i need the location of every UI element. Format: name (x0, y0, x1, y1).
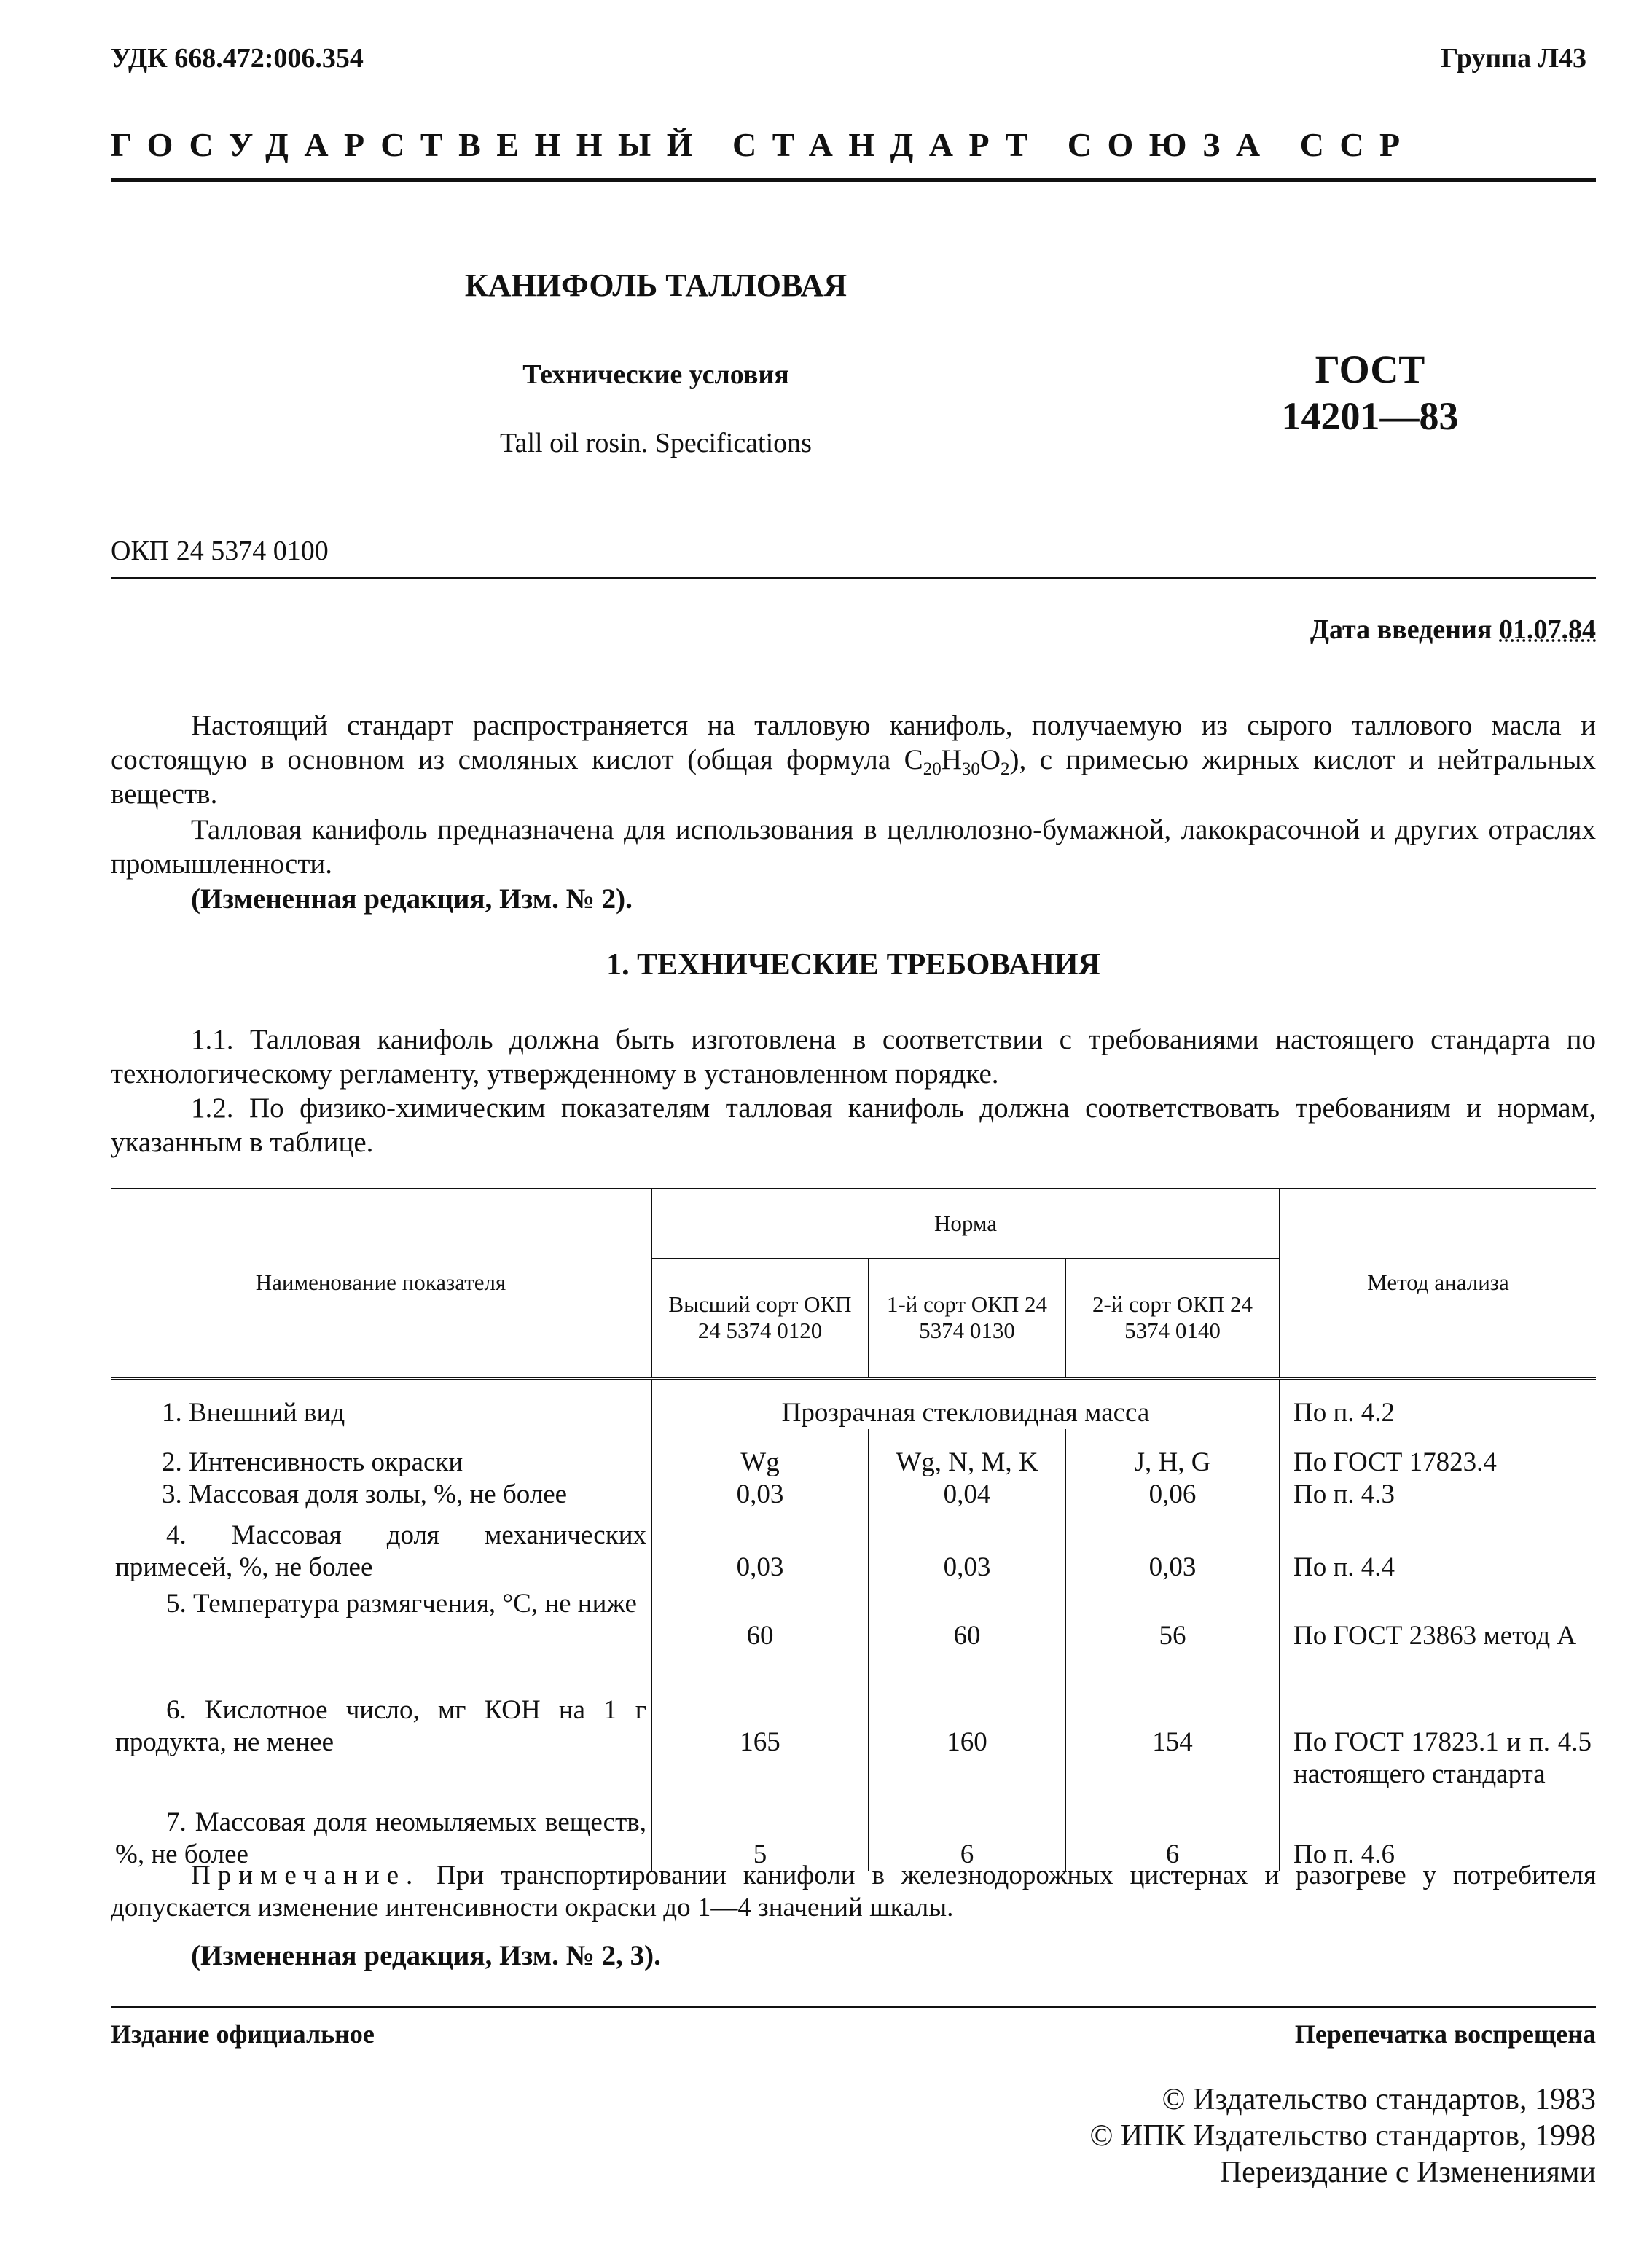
note-text: При транспортировании канифоли в железнодорожных цистернах и разогреве у потребителя допускается изменение интенсивности окраски до 1—4 значений шкалы. (111, 1861, 1597, 1922)
note-amendment (111, 1939, 1596, 1973)
row-method: По п. 4.3 (1280, 1479, 1596, 1511)
banner-rule (111, 178, 1596, 182)
row-method: По ГОСТ 17823.4 (1280, 1429, 1596, 1479)
okp-code: ОКП 24 5374 0100 (111, 536, 329, 566)
okp-rule (111, 577, 1596, 579)
requirements-table (111, 1188, 1596, 1871)
section-1-heading: 1. ТЕХНИЧЕСКИЕ ТРЕБОВАНИЯ (606, 948, 1100, 982)
copyright-1983: © Издательство стандартов, 1983 (1162, 2083, 1596, 2116)
english-title: Tall oil rosin. Specifications (500, 428, 812, 458)
row-top-grade: Wg (651, 1429, 869, 1479)
official-edition: Издание официальное (111, 2019, 375, 2049)
clause-1-1-text: 1.1. Талловая канифоль должна быть изготовлена в соответствии с требованиями настоящего стандарта по технологическому регламенту, утвержденному в установленном порядке. (111, 1024, 1596, 1090)
row-indicator: 4. Массовая доля механических примесей, %, не более (115, 1520, 646, 1582)
col-header-indicator: Наименование показателя (255, 1270, 506, 1296)
row-first-grade: 160 (869, 1678, 1065, 1795)
row-top-grade: 60 (651, 1584, 869, 1678)
formula-o: O (979, 744, 1001, 775)
udk-code: УДК 668.472:006.354 (111, 43, 364, 74)
note-label: Примечание. (191, 1861, 420, 1890)
row-top-grade: 0,03 (651, 1479, 869, 1511)
row-method: По п. 4.6 (1280, 1795, 1596, 1871)
row-second-grade: 0,06 (1065, 1479, 1280, 1511)
row-top-grade: 165 (651, 1678, 869, 1795)
row-second-grade: 56 (1065, 1584, 1280, 1678)
row-second-grade: 6 (1065, 1795, 1280, 1871)
intro-date (1310, 614, 1596, 646)
row-first-grade: 6 (869, 1795, 1065, 1871)
row-first-grade: 0,04 (869, 1479, 1065, 1511)
footer-rule (111, 2006, 1596, 2008)
gost-label: ГОСТ (1315, 348, 1425, 391)
table-row (111, 1584, 1596, 1678)
group-code: Группа Л43 (1440, 43, 1586, 74)
row-second-grade: J, H, G (1065, 1429, 1280, 1479)
formula-sub-o: 2 (1001, 759, 1010, 779)
table-row (111, 1511, 1596, 1584)
row-merged-norm: Прозрачная стекловидная масса (651, 1378, 1280, 1429)
row-top-grade: 5 (651, 1795, 869, 1871)
row-second-grade: 0,03 (1065, 1511, 1280, 1584)
row-indicator: 6. Кислотное число, мг КОН на 1 г продукта, не менее (115, 1695, 646, 1757)
row-method: По п. 4.2 (1280, 1378, 1596, 1429)
gost-number: 14201—83 (1281, 394, 1459, 438)
formula-sub-h: 30 (961, 759, 980, 779)
reprint-prohibited: Перепечатка воспрещена (1294, 2019, 1596, 2049)
copyright-1998: © ИПК Издательство стандартов, 1998 (1089, 2119, 1596, 2153)
row-second-grade: 154 (1065, 1678, 1280, 1795)
intro-text-1b: ), с примесью жирных кислот и нейтральных веществ. (111, 744, 1596, 810)
row-indicator: 3. Массовая доля золы, %, не более (162, 1479, 568, 1509)
intro-date-value: 01.07.84 (1499, 614, 1596, 645)
formula-sub-c: 20 (923, 759, 942, 779)
table-row (111, 1479, 1596, 1511)
reissue-note: Переиздание с Изменениями (1219, 2156, 1596, 2189)
col-header-norm: Норма (651, 1189, 1280, 1259)
row-indicator: 5. Температура размягчения, °С, не ниже (166, 1589, 637, 1619)
intro-paragraph-1 (111, 708, 1596, 811)
state-standard-banner: ГОСУДАРСТВЕННЫЙ СТАНДАРТ СОЮЗА ССР (111, 126, 1416, 163)
col-header-first-grade: 1-й сорт ОКП 24 5374 0130 (869, 1259, 1065, 1378)
row-method: По п. 4.4 (1280, 1511, 1596, 1584)
row-method: По ГОСТ 23863 метод А (1280, 1584, 1596, 1678)
intro-date-label: Дата введения (1310, 614, 1492, 645)
copyright-block (1089, 2081, 1596, 2191)
clause-1-2-text: 1.2. По физико-химическим показателям талловая канифоль должна соответствовать требованиям и нормам, указанным в таблице. (111, 1092, 1596, 1158)
row-indicator: 7. Массовая доля неомыляемых веществ, %, не более (115, 1807, 646, 1869)
intro-paragraph-2 (111, 813, 1596, 881)
col-header-top-grade: Высший сорт ОКП 24 5374 0120 (651, 1259, 869, 1378)
row-method: По ГОСТ 17823.1 и п. 4.5 настоящего стандарта (1280, 1678, 1596, 1795)
table-row (111, 1678, 1596, 1795)
clause-1-2 (111, 1091, 1596, 1159)
col-header-second-grade: 2-й сорт ОКП 24 5374 0140 (1065, 1259, 1280, 1378)
intro-amendment (111, 882, 1596, 916)
col-header-method: Метод анализа (1280, 1189, 1596, 1378)
table-row (111, 1429, 1596, 1479)
document-subtitle: Технические условия (522, 359, 789, 390)
intro-text-1a: Настоящий стандарт распространяется на талловую канифоль, получаемую из сырого таллового масла и состоящую в основном из смоляных кислот (общая формула C (111, 710, 1596, 775)
row-first-grade: Wg, N, M, K (869, 1429, 1065, 1479)
intro-amend-text: (Измененная редакция, Изм. № 2). (191, 883, 633, 915)
row-first-grade: 0,03 (869, 1511, 1065, 1584)
row-first-grade: 60 (869, 1584, 1065, 1678)
row-top-grade: 0,03 (651, 1511, 869, 1584)
note-amend-text: (Измененная редакция, Изм. № 2, 3). (191, 1940, 661, 1971)
table-note (111, 1860, 1596, 1924)
formula-h: H (941, 744, 962, 775)
table-row (111, 1378, 1596, 1429)
clause-1-1 (111, 1022, 1596, 1091)
row-indicator: 2. Интенсивность окраски (162, 1447, 463, 1477)
document-title: КАНИФОЛЬ ТАЛЛОВАЯ (464, 267, 847, 303)
row-indicator: 1. Внешний вид (162, 1398, 345, 1428)
intro-text-2: Талловая канифоль предназначена для использования в целлюлозно-бумажной, лакокрасочной и других отраслях промышленности. (111, 814, 1596, 880)
